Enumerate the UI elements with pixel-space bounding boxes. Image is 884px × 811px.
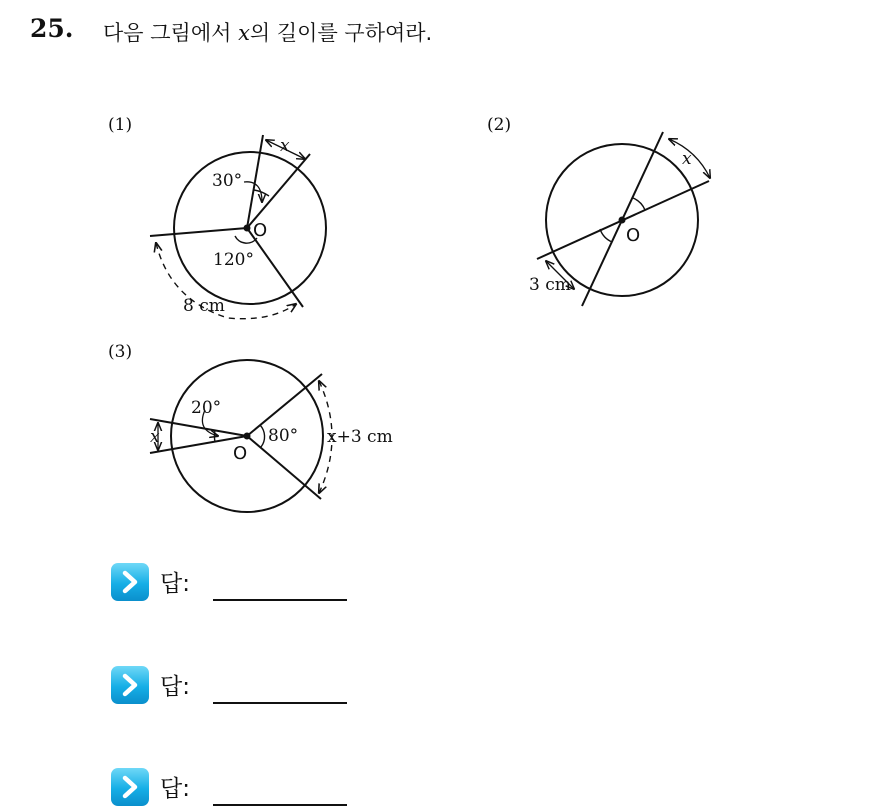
question-text-before: 다음 그림에서 — [103, 21, 239, 45]
figure-1-x-label: x — [280, 136, 290, 156]
figure-3-arc-label: x+3 cm — [327, 427, 393, 447]
answer-2-label: 답: — [160, 674, 190, 700]
figure-1-angle-120: 120° — [213, 250, 254, 270]
figure-1-radius-left — [150, 228, 247, 236]
figure-3-center-dot — [244, 433, 251, 440]
answer-1-blank[interactable] — [213, 599, 347, 601]
figure-1-center-dot — [244, 225, 251, 232]
answer-3-chevron-right-icon[interactable] — [111, 768, 149, 806]
question-number: 25. — [30, 14, 74, 43]
figure-3-x-label: x — [150, 427, 160, 447]
figure-1 — [108, 115, 326, 319]
figure-1-label: (1) — [108, 115, 133, 135]
figure-1-arc-label: 8 cm — [183, 296, 225, 316]
figure-2-center-dot — [619, 217, 626, 224]
figure-1-angle-30: 30° — [212, 171, 243, 191]
answer-3-label: 답: — [160, 776, 190, 802]
figure-3-angle-arc-20 — [214, 430, 215, 442]
figure-2-arc-label: 3 cm — [529, 275, 571, 295]
figure-1-center-label: O — [253, 220, 268, 241]
answer-row-1 — [111, 563, 351, 601]
figure-3-angle-20: 20° — [191, 398, 222, 418]
answer-1-label: 답: — [160, 571, 190, 597]
figure-3-radius-upleft — [150, 419, 247, 436]
question-text-after: 의 길이를 구하여라. — [249, 21, 433, 45]
figure-3-center-label: O — [233, 443, 248, 464]
answer-2-blank[interactable] — [213, 702, 347, 704]
figure-3-label: (3) — [108, 342, 133, 362]
answer-row-3 — [111, 768, 351, 806]
chevron-right-icon — [111, 666, 149, 704]
question-variable: x — [238, 21, 250, 45]
figure-2-x-label: x — [682, 149, 692, 169]
figure-2-center-label: O — [626, 225, 641, 246]
figure-3 — [108, 342, 393, 512]
figure-3-angle-80: 80° — [268, 426, 299, 446]
chevron-right-icon — [111, 768, 149, 806]
answer-2-chevron-right-icon[interactable] — [111, 666, 149, 704]
figure-2-angle-arc-top — [633, 198, 645, 210]
figure-2-angle-arc-bottom — [600, 229, 612, 242]
answer-row-2 — [111, 666, 351, 704]
figure-2-label: (2) — [487, 115, 512, 135]
figure-3-angle-arc-80 — [260, 425, 265, 447]
chevron-right-icon — [111, 563, 149, 601]
figure-2 — [487, 115, 710, 306]
answer-3-blank[interactable] — [213, 804, 347, 806]
answer-1-chevron-right-icon[interactable] — [111, 563, 149, 601]
